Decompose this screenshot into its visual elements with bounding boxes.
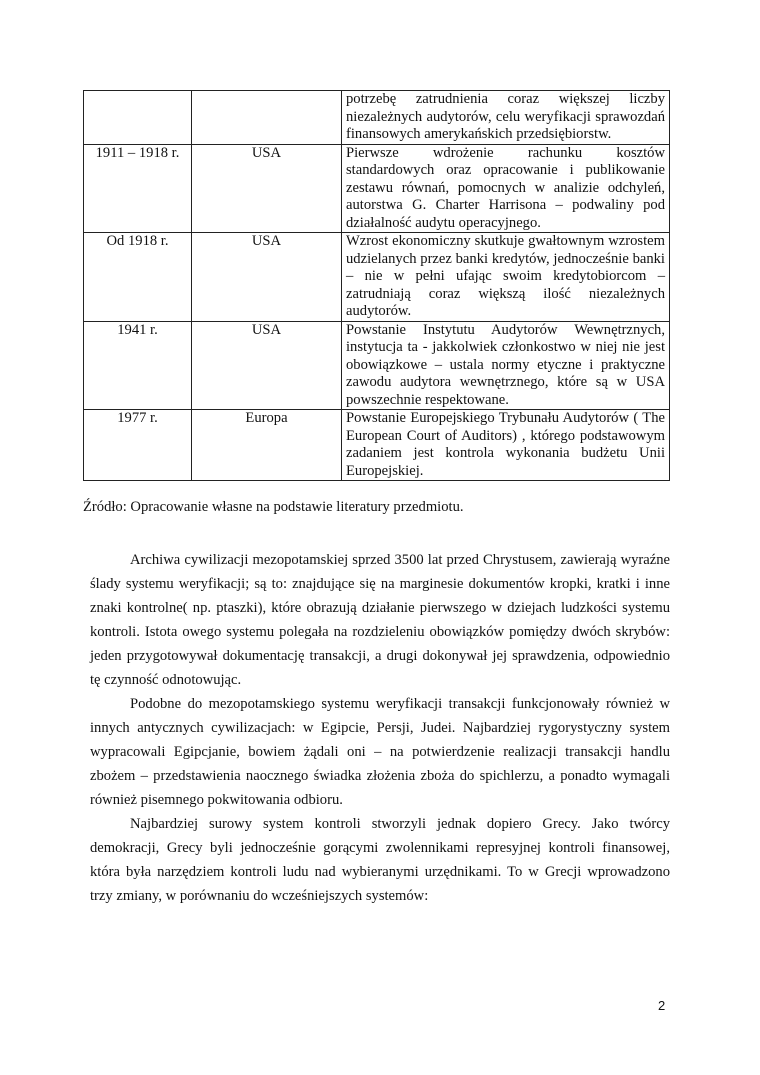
place-cell: Europa (192, 410, 342, 481)
year-cell: 1977 r. (84, 410, 192, 481)
page-number: 2 (658, 998, 666, 1013)
table-source-note: Źródło: Opracowanie własne na podstawie literatury przedmiotu. (83, 499, 464, 515)
description-cell: Wzrost ekonomiczny skutkuje gwałtownym wzrostem udzielanych przez banki kredytów, jednocześnie banki – nie w pełni ufając swoim kredytobiorcom – zatrudniają coraz większą ilość niezależnych audytorów. (342, 233, 670, 322)
table-row (84, 410, 670, 481)
table-row (84, 321, 670, 410)
table-row (84, 91, 670, 145)
history-table (83, 90, 670, 481)
place-cell: USA (192, 321, 342, 410)
description-cell: Pierwsze wdrożenie rachunku kosztów standardowych oraz opracowanie i publikowanie zestawu równań, pomocnych w analizie odchyleń, autorstwa G. Charter Harrisona – podwaliny pod działalność audytu operacyjnego. (342, 144, 670, 233)
table-row (84, 233, 670, 322)
description-cell: potrzebę zatrudnienia coraz większej liczby niezależnych audytorów, celu weryfikacji sprawozdań finansowych amerykańskich przedsiębiorstw. (342, 91, 670, 145)
year-cell: 1911 – 1918 r. (84, 144, 192, 233)
paragraph: Podobne do mezopotamskiego systemu weryfikacji transakcji funkcjonowały również w innych antycznych cywilizacjach: w Egipcie, Persji, Judei. Najbardziej rygorystyczny system wypracowali Egipcjanie, bowiem żądali oni – na potwierdzenie realizacji transakcji handlu zbożem – przedstawienia naocznego świadka złożenia zboża do spichlerzu, a ponadto wymagali również pisemnego pokwitowania odbioru. (90, 696, 670, 808)
description-cell: Powstanie Instytutu Audytorów Wewnętrznych, instytucja ta - jakkolwiek członkostwo w niej nie jest obowiązkowe – ustala normy etyczne i praktyczne zawodu audytora wewnętrznego, które są w USA powszechnie respektowane. (342, 321, 670, 410)
place-cell: USA (192, 233, 342, 322)
year-cell (84, 91, 192, 145)
place-cell: USA (192, 144, 342, 233)
year-cell: Od 1918 r. (84, 233, 192, 322)
paragraph: Najbardziej surowy system kontroli stworzyli jednak dopiero Grecy. Jako twórcy demokracji, Grecy byli jednocześnie gorącymi zwolennikami represyjnej kontroli finansowej, która była narzędziem kontroli ludu nad wybieranymi urzędnikami. To w Grecji wprowadzono trzy zmiany, w porównaniu do wcześniejszych systemów: (90, 816, 670, 904)
description-cell: Powstanie Europejskiego Trybunału Audytorów ( The European Court of Auditors) , którego podstawowym zadaniem jest kontrola wykonania budżetu Unii Europejskiej. (342, 410, 670, 481)
place-cell (192, 91, 342, 145)
table-row (84, 144, 670, 233)
paragraph: Archiwa cywilizacji mezopotamskiej sprzed 3500 lat przed Chrystusem, zawierają wyraźne ślady systemu weryfikacji; są to: znajdujące się na marginesie dokumentów kropki, kratki i inne znaki kontrolne( np. ptaszki), które obrazują działanie pierwszego w dziejach ludzkości systemu kontroli. Istota owego systemu polegała na rozdzieleniu obowiązków pomiędzy dwóch skrybów: jeden przygotowywał dokumentację transakcji, a drugi dokonywał jej sprawdzenia, odpowiednio tę czynność odnotowując. (90, 552, 670, 688)
body-text (90, 548, 670, 908)
year-cell: 1941 r. (84, 321, 192, 410)
